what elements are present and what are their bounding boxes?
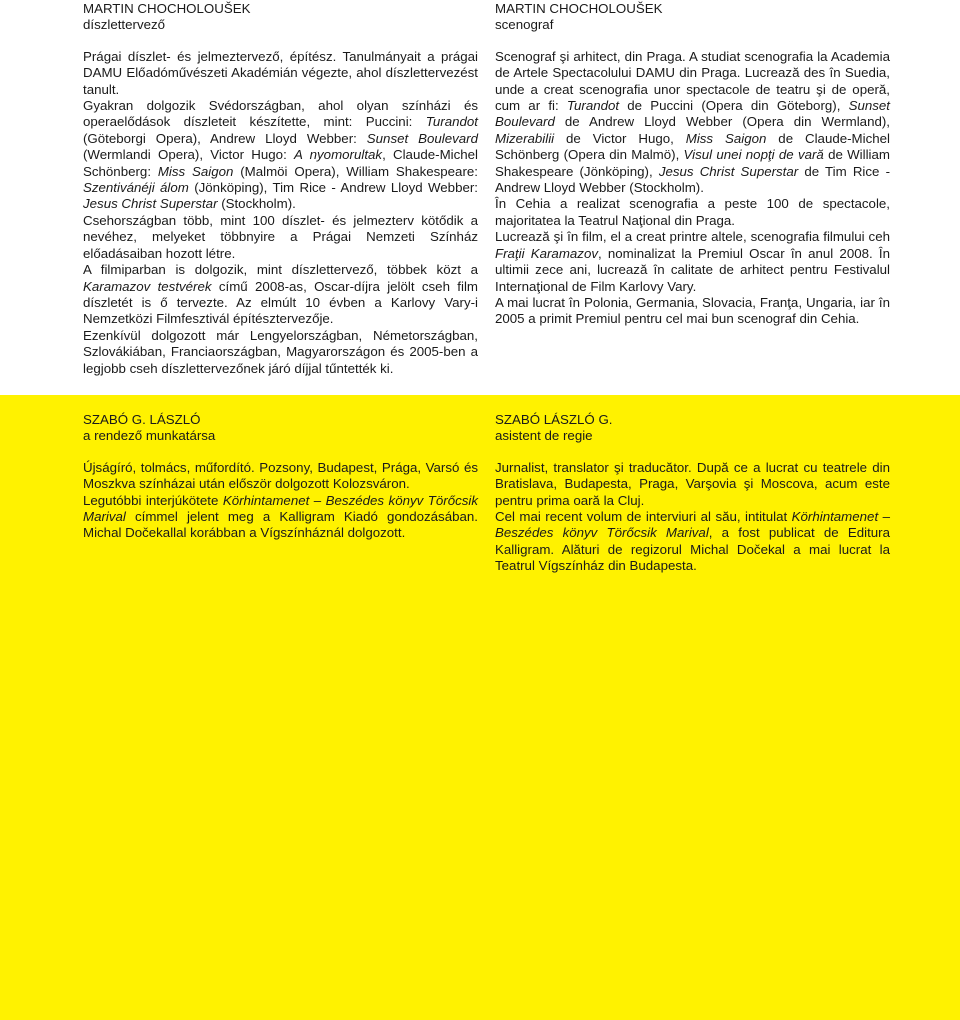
text-run: (Jönköping), Tim Rice - Andrew Lloyd Webber: [188,180,478,196]
text-run: Prágai díszlet- és jelmeztervező, építész. Tanulmányait a prágai DAMU Előadóművészeti Akadémián végezte, ahol díszlettervezést tanult. [83,48,478,97]
italic-title: Visul unei nopţi de vară [683,147,824,163]
person-role: asistent de regie [495,428,593,444]
bio-hungarian-chocholousek [83,1,478,377]
person-role: díszlettervező [83,17,166,33]
text-run: Cel mai recent volum de interviuri al său, intitulat [495,509,792,525]
bio-romanian-szabo [495,412,890,575]
paragraph [83,328,478,377]
bio-romanian-chocholousek [495,1,890,328]
text-run: , a fost publicat de Editura Kalligram. Alături de regizorul Michal Dočekal a mai lucrat la Teatrul Vígszínház din Budapesta. [495,525,890,574]
text-run: de Andrew Lloyd Webber (Opera din Wermland), [554,114,890,130]
italic-title: Jesus Christ Superstar [83,196,218,212]
italic-title: Körhintamenet – Beszédes könyv Törőcsik Marival [495,509,890,541]
text-run: (Malmöi Opera), William Shakespeare: [233,163,478,179]
paragraph [83,213,478,262]
paragraph [83,262,478,328]
italic-title: Turandot [425,114,478,130]
text-run: Jurnalist, translator şi traducător. După ce a lucrat cu teatrele din Bratislava, Budapesta, Praga, Varşovia şi Moscova, acum este pentru prima oară la Cluj. [495,459,890,508]
text-run: Gyakran dolgozik Svédországban, ahol olyan színházi és operaelődások díszleteit készítette, mint: Puccini: [83,98,478,130]
paragraph [495,295,890,328]
paragraph [83,49,478,98]
bio-text [495,460,890,575]
paragraph [83,493,478,542]
person-role: scenograf [495,17,554,33]
person-role: a rendező munkatársa [83,428,216,444]
text-run: (Göteborgi Opera), Andrew Lloyd Webber: [83,130,367,146]
bio-text [83,460,478,542]
person-name: SZABÓ G. LÁSZLÓ [83,412,201,427]
person-name: MARTIN CHOCHOLOUŠEK [495,1,663,16]
paragraph [495,460,890,509]
bio-text [495,49,890,328]
text-run: (Wermlandi Opera), Victor Hugo: [83,147,295,163]
biography-section-top [0,0,960,395]
text-run: Ezenkívül dolgozott már Lengyelországban, Németországban, Szlovákiában, Franciaországban, Magyarországon és 2005-ben a legjobb cseh díszlettervezőnek járó díjjal tűntették ki. [83,327,478,376]
text-run: A filmiparban is dolgozik, mint díszlettervező, többek közt a [83,262,478,278]
text-run: Csehországban több, mint 100 díszlet- és jelmezterv kötődik a nevéhez, melyeket többnyire a Prágai Nemzeti Színház előadásaiban hozott létre. [83,212,478,261]
paragraph [495,196,890,229]
text-run: de William Shakespeare (Jönköping), [495,147,890,179]
text-run: de Victor Hugo, [554,130,686,146]
text-run: című 2008-as, Oscar-díjra jelölt cseh film díszletét is ő tervezte. Az elmúlt 10 évben a Karlovy Vary-i Nemzetközi Filmfesztivál építésztervezője. [83,278,478,327]
italic-title: Fraţii Karamazov [495,245,598,261]
text-run: În Cehia a realizat scenografia a peste 100 de spectacole, majoritatea la Teatrul Naţional din Praga. [495,196,890,228]
person-name: SZABÓ LÁSZLÓ G. [495,412,613,427]
italic-title: A nyomorultak [294,147,383,163]
paragraph [495,49,890,197]
text-run: Lucrează şi în film, el a creat printre altele, scenografia filmului ceh [495,229,890,245]
paragraph [495,229,890,295]
italic-title: Jesus Christ Superstar [658,163,799,179]
text-run: de Claude-Michel Schönberg (Opera din Malmö), [495,130,890,163]
italic-title: Körhintamenet – Beszédes könyv Törőcsik Marival [83,492,478,525]
biography-section-bottom [0,395,960,1020]
paragraph [83,460,478,493]
italic-title: Sunset Boulevard [495,98,890,130]
text-run: , nominalizat la Premiul Oscar în anul 2008. În ultimii zece ani, lucrează în calitate de arhitect pentru Festivalul Internaţional de Film Karlovy Vary. [495,245,890,294]
text-run: Scenograf şi arhitect, din Praga. A studiat scenografia la Academia de Artele Spectacolului DAMU din Praga. Lucrează des în Suedia, unde a creat scenografia unor spectacole de teatru şi de operă, cum ar fi: [495,48,890,114]
italic-title: Turandot [566,98,620,114]
text-run: , Claude-Michel Schönberg: [83,147,478,179]
italic-title: Szentivánéji álom [83,180,189,196]
text-run: Újságíró, tolmács, műfordító. Pozsony, Budapest, Prága, Varsó és Moszkva színházai után először dolgozott Kolozsváron. [83,459,478,492]
italic-title: Sunset Boulevard [366,130,478,146]
italic-title: Karamazov testvérek [83,278,212,294]
paragraph [495,509,890,575]
text-run: de Tim Rice - Andrew Lloyd Webber (Stockholm). [495,163,890,196]
text-run: címmel jelent meg a Kalligram Kiadó gondozásában. Michal Dočekallal korábban a Vígszínháznál dolgozott. [83,509,478,541]
bio-hungarian-szabo [83,412,478,542]
bio-text [83,49,478,377]
italic-title: Miss Saigon [685,130,767,146]
paragraph [83,98,478,213]
text-run: A mai lucrat în Polonia, Germania, Slovacia, Franţa, Ungaria, iar în 2005 a primit Premiul pentru cel mai bun scenograf din Cehia. [495,294,890,327]
italic-title: Mizerabilii [495,130,555,146]
italic-title: Miss Saigon [157,163,234,179]
text-run: (Stockholm). [217,196,296,212]
text-run: de Puccini (Opera din Göteborg), [619,98,849,114]
person-name: MARTIN CHOCHOLOUŠEK [83,1,251,16]
text-run: Legutóbbi interjúkötete [83,492,223,508]
